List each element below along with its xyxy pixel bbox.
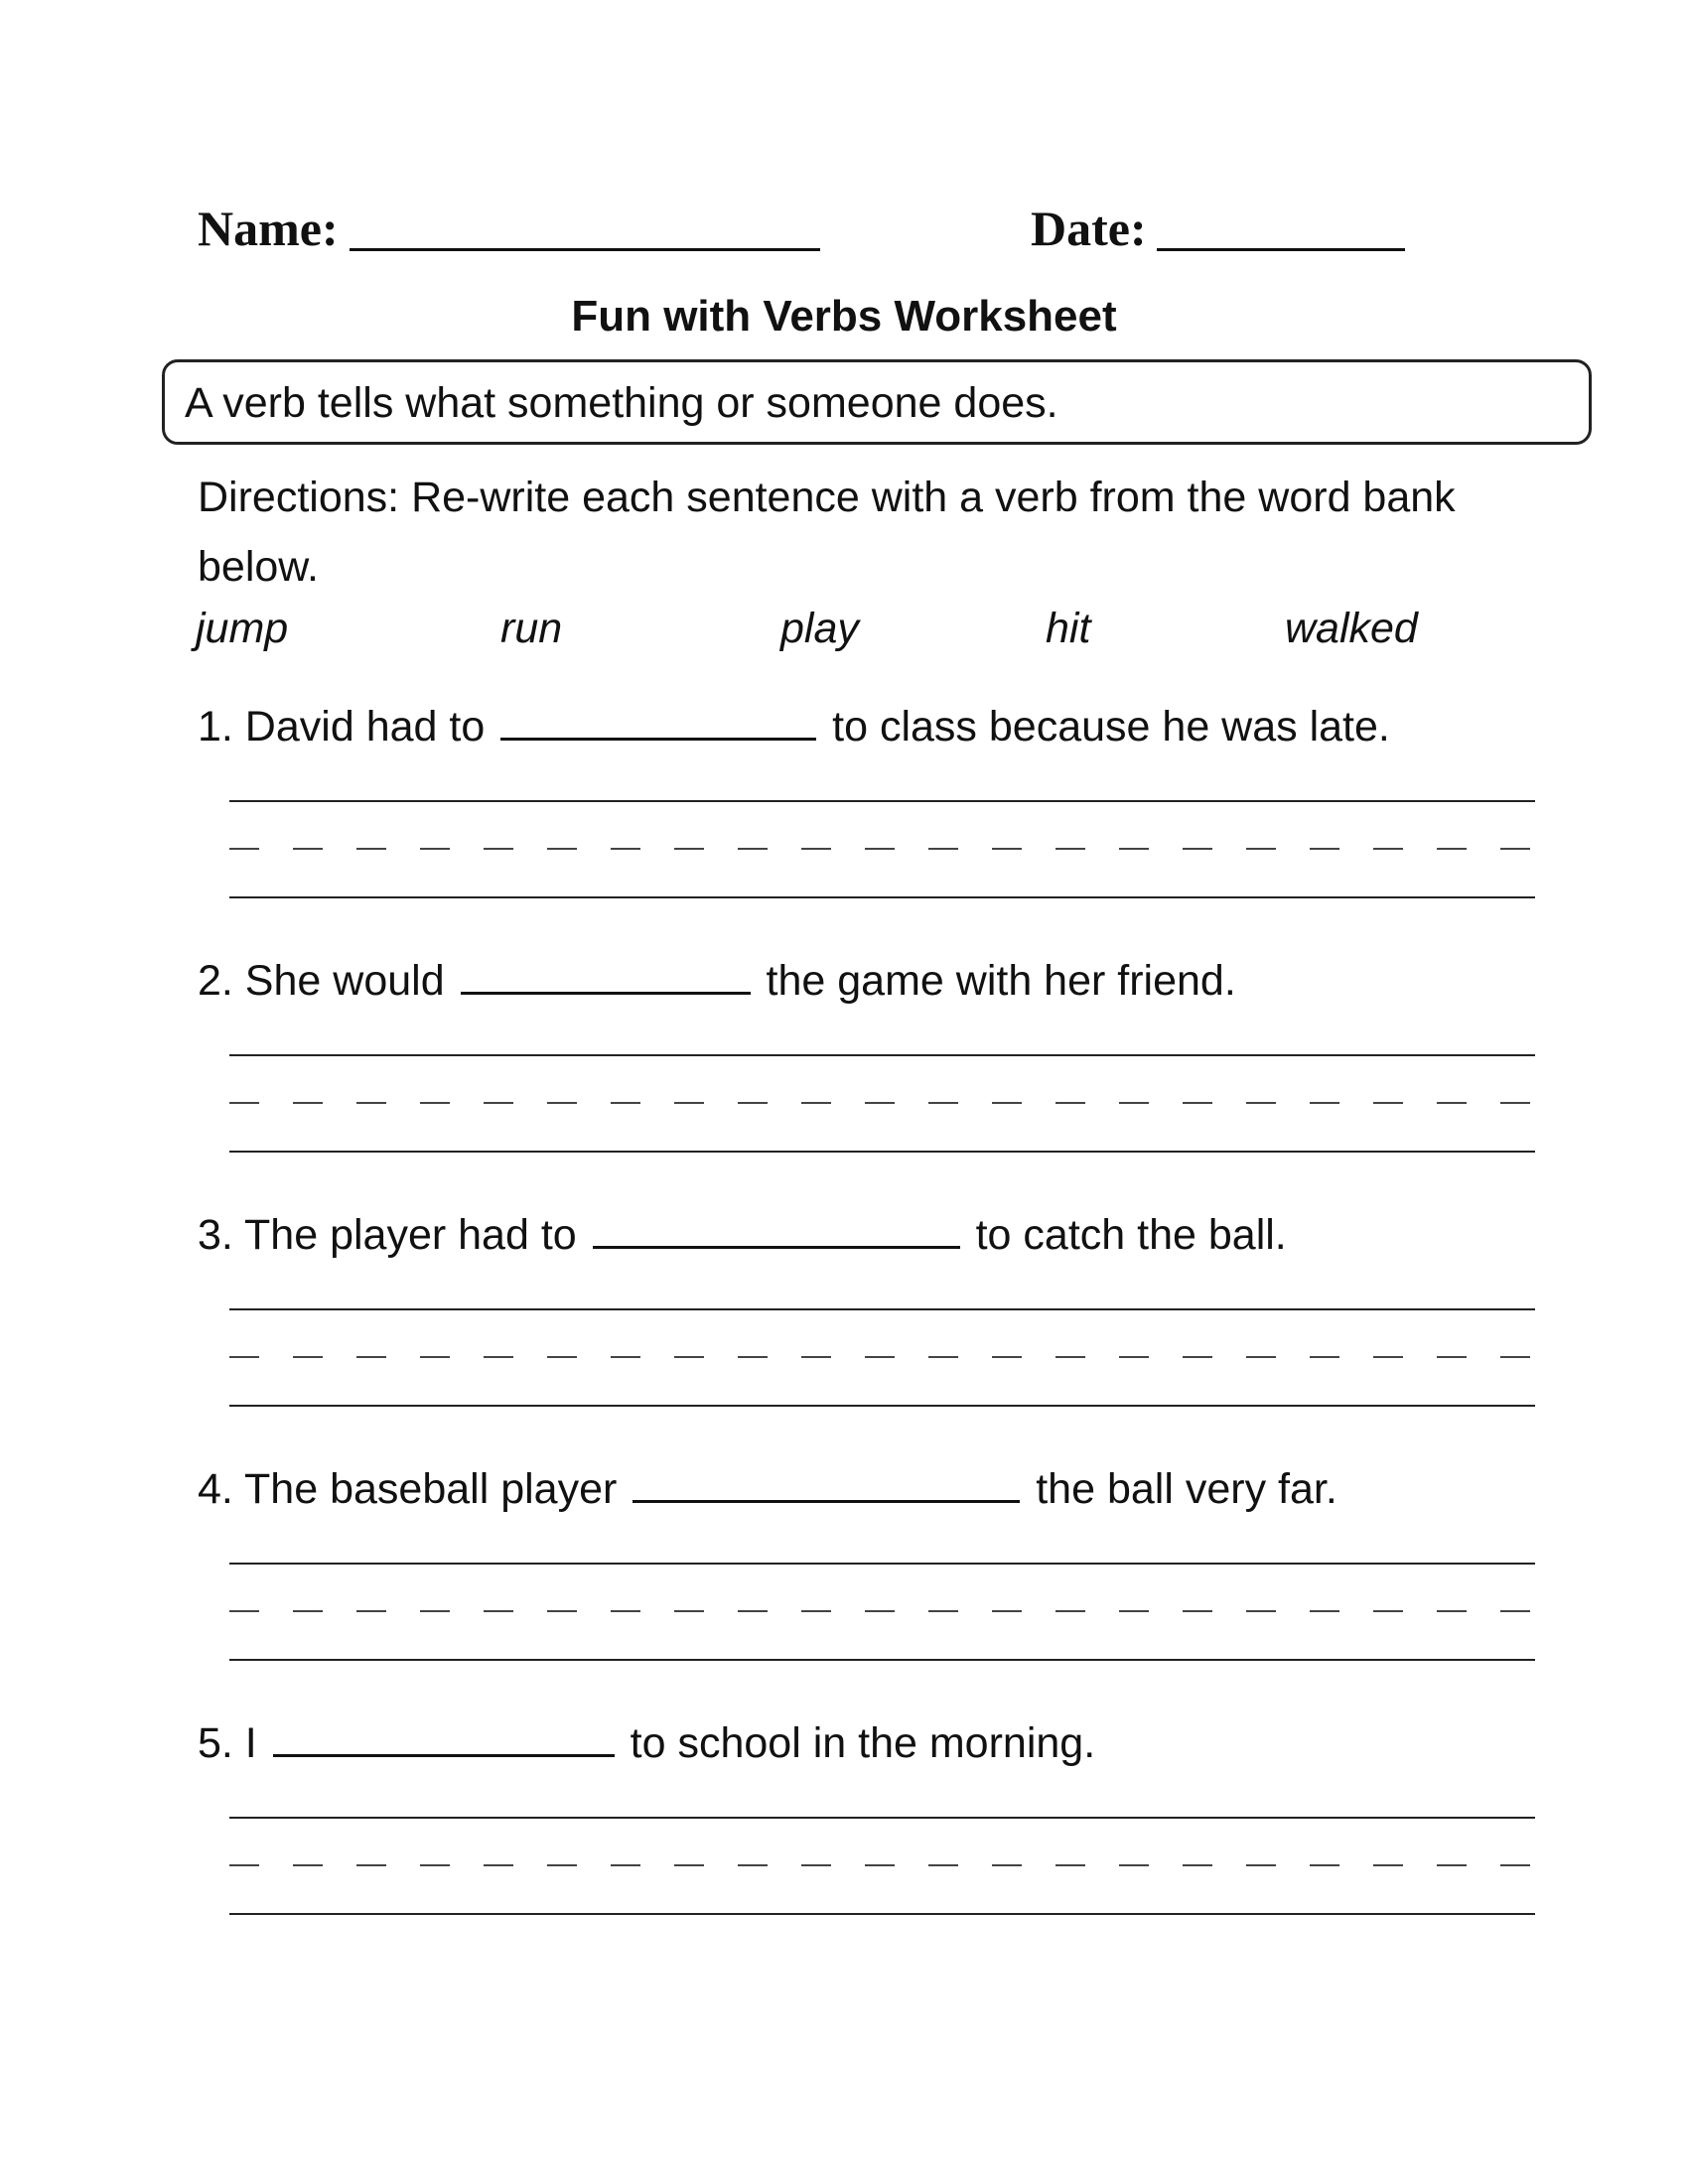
- question-5: [198, 1719, 1096, 1767]
- word-bank-item: walked: [1285, 605, 1418, 652]
- writing-line-bottom[interactable]: [229, 1659, 1535, 1661]
- question-text-after: the game with her friend.: [766, 957, 1236, 1005]
- writing-line-top[interactable]: [229, 1817, 1535, 1819]
- word-bank-item: run: [500, 605, 563, 652]
- writing-line-midline: [229, 1610, 1535, 1612]
- definition-text: A verb tells what something or someone does.: [185, 379, 1058, 427]
- worksheet-title: Fun with Verbs Worksheet: [571, 292, 1117, 341]
- writing-line-top[interactable]: [229, 800, 1535, 802]
- date-label: Date:: [1031, 201, 1147, 256]
- question-3: [198, 1211, 1287, 1259]
- word-bank-item: play: [780, 605, 859, 652]
- answer-blank[interactable]: [273, 1753, 615, 1757]
- word-bank-item: jump: [196, 605, 289, 652]
- answer-blank[interactable]: [593, 1245, 960, 1249]
- writing-line-top[interactable]: [229, 1054, 1535, 1056]
- question-text-after: to class because he was late.: [832, 703, 1390, 751]
- question-text-before: 1. David had to: [198, 703, 486, 751]
- question-text-before: 5. I: [198, 1719, 257, 1767]
- writing-line-top[interactable]: [229, 1563, 1535, 1565]
- answer-blank[interactable]: [633, 1499, 1020, 1503]
- answer-blank[interactable]: [500, 737, 816, 741]
- writing-line-bottom[interactable]: [229, 1405, 1535, 1407]
- writing-line-bottom[interactable]: [229, 896, 1535, 898]
- writing-line-midline: [229, 1356, 1535, 1358]
- writing-line-bottom[interactable]: [229, 1151, 1535, 1153]
- writing-line-midline: [229, 1102, 1535, 1104]
- writing-line-top[interactable]: [229, 1308, 1535, 1310]
- word-bank-item: hit: [1046, 605, 1091, 652]
- question-text-after: to catch the ball.: [975, 1211, 1287, 1259]
- question-1: [198, 703, 1390, 751]
- question-text-after: the ball very far.: [1036, 1465, 1337, 1513]
- question-text-after: to school in the morning.: [630, 1719, 1096, 1767]
- name-field[interactable]: [350, 248, 820, 251]
- directions-text: Directions: Re-write each sentence with a verb from the word bank below.: [198, 474, 1456, 591]
- name-label: Name:: [198, 201, 339, 256]
- question-text-before: 4. The baseball player: [198, 1465, 618, 1513]
- question-text-before: 3. The player had to: [198, 1211, 577, 1259]
- question-text-before: 2. She would: [198, 957, 445, 1005]
- writing-line-midline: [229, 848, 1535, 850]
- writing-line-midline: [229, 1864, 1535, 1866]
- question-4: [198, 1465, 1337, 1513]
- answer-blank[interactable]: [461, 991, 751, 995]
- question-2: [198, 957, 1236, 1005]
- date-field[interactable]: [1157, 248, 1405, 251]
- writing-line-bottom[interactable]: [229, 1913, 1535, 1915]
